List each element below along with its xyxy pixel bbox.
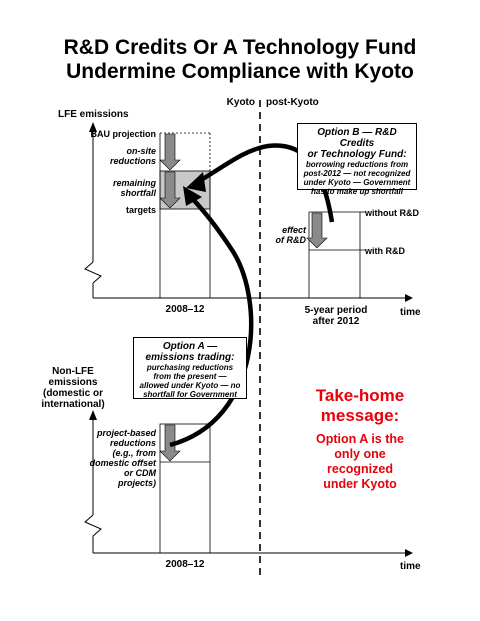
option-a-head-1: Option A — xyxy=(162,341,218,352)
post-kyoto-label: post-Kyoto xyxy=(266,97,319,108)
proj-line-2: reductions xyxy=(109,438,156,448)
remaining-line-2: shortfall xyxy=(120,188,156,198)
effect-rd-arrow xyxy=(307,213,327,248)
onsite-line-2: reductions xyxy=(109,156,156,166)
kyoto-label: Kyoto xyxy=(226,97,255,108)
option-a-body-4: shortfall for Government xyxy=(143,390,237,399)
bau-label: BAU projection xyxy=(90,129,156,139)
option-b-body-3: under Kyoto — Government xyxy=(303,178,411,187)
option-a-box xyxy=(133,337,247,399)
without-rd-label: without R&D xyxy=(365,208,419,218)
option-b-body-1: borrowing reductions from xyxy=(305,160,409,169)
title-line-1: R&D Credits Or A Technology Fund xyxy=(63,36,417,59)
with-rd-label: with R&D xyxy=(365,246,405,256)
bottom-y-arrowhead xyxy=(89,410,97,420)
bottom-time-label: time xyxy=(400,561,421,572)
non-lfe-line-4: international) xyxy=(41,399,105,410)
take-home-body-1: Option A is the xyxy=(316,432,404,446)
option-b-head-1: Option B — R&D Credits xyxy=(317,127,397,149)
option-a-arrow xyxy=(170,192,251,445)
effect-line-1: effect xyxy=(282,225,306,235)
project-reductions-label xyxy=(84,428,156,488)
take-home-head-1: Take-home xyxy=(315,386,405,405)
take-home-head-2: message: xyxy=(320,406,400,425)
take-home-body-4: under Kyoto xyxy=(323,477,397,491)
non-lfe-line-3: (domestic or xyxy=(42,388,103,399)
proj-line-3: (e.g., from xyxy=(112,448,156,458)
title-line-2: Undermine Compliance with Kyoto xyxy=(66,60,414,83)
option-b-body-2: post-2012 — not recognized xyxy=(303,169,411,178)
top-x-label-post xyxy=(292,305,380,327)
onsite-reductions-label xyxy=(96,146,156,166)
option-a-body-2: from the present — xyxy=(153,372,227,381)
effect-line-2: of R&D xyxy=(275,235,306,245)
five-year-line-2: after 2012 xyxy=(312,316,360,327)
option-a-body-1: purchasing reductions xyxy=(146,363,234,372)
non-lfe-emissions-label xyxy=(28,366,118,410)
bottom-x-label: 2008–12 xyxy=(165,559,205,570)
onsite-reductions-arrow xyxy=(160,134,180,170)
proj-line-4: domestic offset xyxy=(89,458,156,468)
top-time-label: time xyxy=(400,307,421,318)
effect-rd-label xyxy=(262,225,306,245)
non-lfe-line-2: emissions xyxy=(48,377,98,388)
option-b-box xyxy=(297,123,417,196)
take-home-body-3: recognized xyxy=(327,462,393,476)
option-b-head-2: or Technology Fund: xyxy=(307,149,407,160)
option-a-body-3: allowed under Kyoto — no xyxy=(139,381,241,390)
take-home-heading xyxy=(300,386,420,426)
targets-label: targets xyxy=(125,205,156,215)
take-home-body-2: only one xyxy=(334,447,386,461)
onsite-line-1: on-site xyxy=(126,146,156,156)
top-x-label-kyoto: 2008–12 xyxy=(165,304,205,315)
remaining-shortfall-label xyxy=(96,178,156,198)
option-b-body-4: has to make up shortfall xyxy=(310,187,404,196)
remaining-line-1: remaining xyxy=(112,178,156,188)
option-a-head-2: emissions trading: xyxy=(145,352,235,363)
proj-line-5: or CDM projects) xyxy=(117,468,156,488)
non-lfe-line-1: Non-LFE xyxy=(52,366,94,377)
five-year-line-1: 5-year period xyxy=(304,305,368,316)
proj-line-1: project-based xyxy=(96,428,156,438)
take-home-body xyxy=(300,432,420,492)
lfe-emissions-label: LFE emissions xyxy=(58,109,129,120)
